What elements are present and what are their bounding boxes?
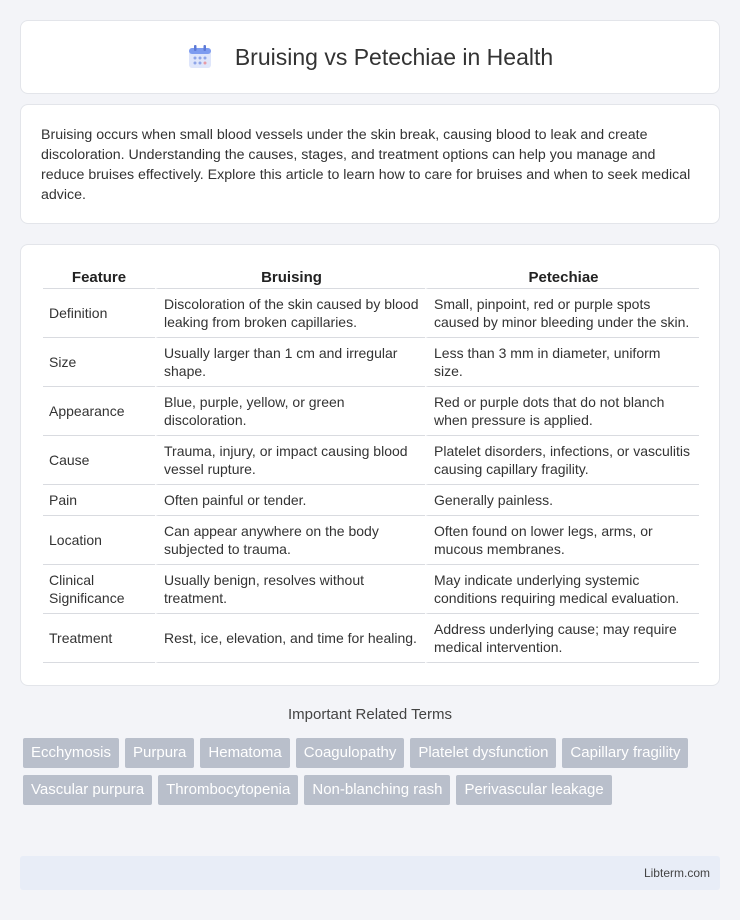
calendar-icon — [187, 44, 213, 70]
bruising-cell: Usually larger than 1 cm and irregular shape. — [155, 338, 425, 387]
footer — [20, 856, 720, 890]
footer-site-link[interactable]: Libterm.com — [643, 866, 710, 880]
feature-cell: Cause — [43, 436, 155, 485]
table-row — [43, 565, 699, 614]
petechiae-cell: Address underlying cause; may require medical intervention. — [425, 614, 699, 663]
petechiae-cell: Often found on lower legs, arms, or mucous membranes. — [425, 516, 699, 565]
petechiae-cell: May indicate underlying systemic conditions requiring medical evaluation. — [425, 565, 699, 614]
feature-cell: Definition — [43, 289, 155, 338]
bruising-cell: Blue, purple, yellow, or green discoloration. — [155, 387, 425, 436]
header-bruising: Bruising — [155, 267, 425, 289]
related-term-tag[interactable]: Ecchymosis — [23, 738, 119, 768]
feature-cell: Appearance — [43, 387, 155, 436]
title-card — [20, 20, 720, 94]
bruising-cell: Trauma, injury, or impact causing blood vessel rupture. — [155, 436, 425, 485]
bruising-cell: Can appear anywhere on the body subjected to trauma. — [155, 516, 425, 565]
table-row — [43, 485, 699, 516]
header-petechiae: Petechiae — [425, 267, 699, 289]
related-term-tag[interactable]: Perivascular leakage — [456, 775, 611, 805]
petechiae-cell: Generally painless. — [425, 485, 699, 516]
comparison-table — [43, 267, 699, 663]
related-term-tag[interactable]: Capillary fragility — [562, 738, 688, 768]
bruising-cell: Discoloration of the skin caused by blood leaking from broken capillaries. — [155, 289, 425, 338]
feature-cell: Size — [43, 338, 155, 387]
table-row — [43, 614, 699, 663]
feature-cell: Pain — [43, 485, 155, 516]
petechiae-cell: Red or purple dots that do not blanch when pressure is applied. — [425, 387, 699, 436]
intro-paragraph: Bruising occurs when small blood vessels under the skin break, causing blood to leak and create discoloration. Understanding the causes, stages, and treatment options can help you manage and reduce bruises effectively. Explore this article to learn how to care for bruises and when to seek medical advice. — [41, 127, 691, 203]
table-row — [43, 436, 699, 485]
related-term-tag[interactable]: Platelet dysfunction — [410, 738, 556, 768]
related-term-tag[interactable]: Hematoma — [200, 738, 289, 768]
feature-cell: Clinical Significance — [43, 565, 155, 614]
related-term-tag[interactable]: Purpura — [125, 738, 194, 768]
table-row — [43, 516, 699, 565]
related-term-tag[interactable]: Coagulopathy — [296, 738, 405, 768]
petechiae-cell: Small, pinpoint, red or purple spots caused by minor bleeding under the skin. — [425, 289, 699, 338]
feature-cell: Location — [43, 516, 155, 565]
table-row — [43, 338, 699, 387]
feature-cell: Treatment — [43, 614, 155, 663]
bruising-cell: Often painful or tender. — [155, 485, 425, 516]
related-term-tag[interactable]: Non-blanching rash — [304, 775, 450, 805]
intro-card — [20, 104, 720, 224]
comparison-table-card — [20, 244, 720, 686]
related-terms-title: Important Related Terms — [288, 706, 452, 723]
table-row — [43, 289, 699, 338]
page-title: Bruising vs Petechiae in Health — [234, 43, 554, 70]
related-terms-list — [23, 738, 723, 805]
bruising-cell: Rest, ice, elevation, and time for healing. — [155, 614, 425, 663]
related-term-tag[interactable]: Vascular purpura — [23, 775, 152, 805]
related-term-tag[interactable]: Thrombocytopenia — [158, 775, 298, 805]
table-row — [43, 387, 699, 436]
petechiae-cell: Platelet disorders, infections, or vasculitis causing capillary fragility. — [425, 436, 699, 485]
petechiae-cell: Less than 3 mm in diameter, uniform size. — [425, 338, 699, 387]
table-header-row — [43, 267, 699, 289]
bruising-cell: Usually benign, resolves without treatment. — [155, 565, 425, 614]
header-feature: Feature — [43, 267, 155, 289]
